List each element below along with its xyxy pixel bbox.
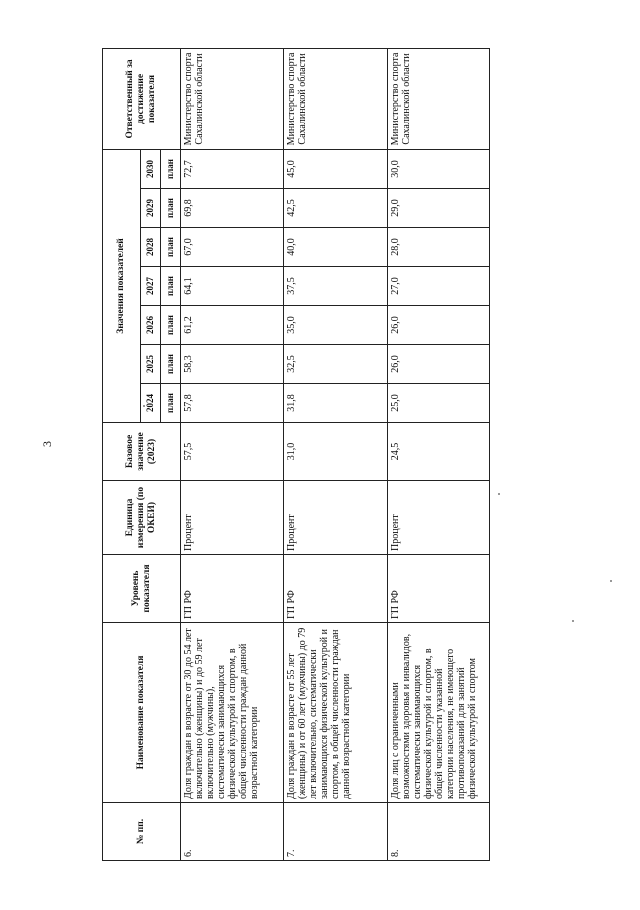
header-plan: план	[161, 189, 181, 228]
value-cell: 32,5	[284, 345, 387, 384]
row-number: 6.	[181, 803, 284, 861]
value-cell: 29,0	[387, 189, 489, 228]
value-cell: 30,0	[387, 149, 489, 188]
header-plan: план	[161, 384, 181, 423]
scan-speck	[498, 493, 500, 495]
scan-speck	[572, 620, 574, 622]
scan-speck	[610, 580, 612, 582]
row-number: 7.	[284, 803, 387, 861]
indicator-unit: Процент	[387, 481, 489, 555]
indicator-unit: Процент	[181, 481, 284, 555]
header-year: 2030	[141, 149, 161, 188]
indicator-name: Доля граждан в возрасте от 30 до 54 лет включительно (женщины) и до 59 лет включительно (мужчины), систематически занимающихся физической культурой и спортом, в общей численности граждан данной возрастной категории	[181, 623, 284, 803]
value-cell: 28,0	[387, 228, 489, 267]
value-cell: 57,8	[181, 384, 284, 423]
header-plan: план	[161, 345, 181, 384]
indicator-name: Доля граждан в возрасте от 55 лет (женщины) и от 60 лет (мужчины) до 79 лет включительно, систематически занимающихся физической культурой и спортом, в общей численности граждан данной возрастной категории	[284, 623, 387, 803]
value-cell: 31,8	[284, 384, 387, 423]
indicator-name: Доля лиц с ограниченными возможностями здоровья и инвалидов, систематически занимающихся физической культурой и спортом, в общей численности указанной категории населения, не имеющего противопоказаний для занятий физической культурой и спортом	[387, 623, 489, 803]
indicators-table	[102, 48, 490, 861]
value-cell: 37,5	[284, 267, 387, 306]
scan-speck	[143, 405, 145, 407]
responsible-cell: Министерство спорта Сахалинской области	[387, 48, 489, 149]
header-year: 2024	[141, 384, 161, 423]
table-row	[181, 48, 284, 860]
table-row	[387, 48, 489, 860]
value-cell: 26,0	[387, 306, 489, 345]
value-cell: 26,0	[387, 345, 489, 384]
header-year: 2025	[141, 345, 161, 384]
page-number: 3	[40, 441, 54, 447]
header-plan: план	[161, 228, 181, 267]
value-cell: 35,0	[284, 306, 387, 345]
header-responsible: Ответственный за достижение показателя	[103, 48, 181, 149]
header-name: Наименование показателя	[103, 623, 181, 803]
header-plan: план	[161, 306, 181, 345]
header-unit: Единица измерения (по ОКЕИ)	[103, 481, 181, 555]
header-year: 2027	[141, 267, 161, 306]
value-cell: 45,0	[284, 149, 387, 188]
header-year: 2028	[141, 228, 161, 267]
header-plan: план	[161, 267, 181, 306]
indicator-level: ГП РФ	[387, 555, 489, 623]
header-values-group: Значения показателей	[103, 149, 141, 422]
value-cell: 25,0	[387, 384, 489, 423]
value-cell: 72,7	[181, 149, 284, 188]
value-cell: 42,5	[284, 189, 387, 228]
header-year: 2029	[141, 189, 161, 228]
row-number: 8.	[387, 803, 489, 861]
value-cell: 67,0	[181, 228, 284, 267]
base-value: 31,0	[284, 423, 387, 481]
value-cell: 27,0	[387, 267, 489, 306]
table-row	[284, 48, 387, 860]
responsible-cell: Министерство спорта Сахалинской области	[284, 48, 387, 149]
base-value: 57,5	[181, 423, 284, 481]
value-cell: 40,0	[284, 228, 387, 267]
indicator-level: ГП РФ	[284, 555, 387, 623]
header-year: 2026	[141, 306, 161, 345]
header-base: Базовое значение (2023)	[103, 423, 181, 481]
indicator-level: ГП РФ	[181, 555, 284, 623]
base-value: 24,5	[387, 423, 489, 481]
responsible-cell: Министерство спорта Сахалинской области	[181, 48, 284, 149]
rotated-table-container	[102, 49, 490, 861]
value-cell: 64,1	[181, 267, 284, 306]
header-plan: план	[161, 149, 181, 188]
value-cell: 61,2	[181, 306, 284, 345]
header-level: Уровень показателя	[103, 555, 181, 623]
value-cell: 69,8	[181, 189, 284, 228]
indicator-unit: Процент	[284, 481, 387, 555]
header-no: № пп.	[103, 803, 181, 861]
value-cell: 58,3	[181, 345, 284, 384]
